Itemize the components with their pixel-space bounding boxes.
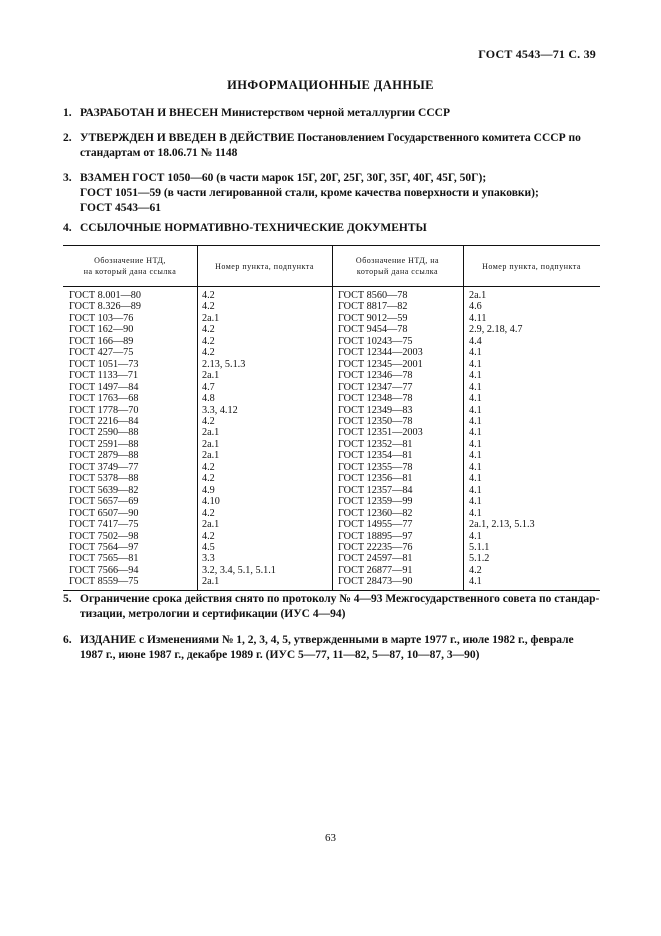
item-number: 4.: [63, 222, 72, 234]
column-designations-left: ГОСТ 8.001—80 ГОСТ 8.326—89 ГОСТ 103—76 ГОСТ 162—90 ГОСТ 166—89 ГОСТ 427—75 ГОСТ 1051—73 ГОСТ 1133—71 ГОСТ 1497—84 ГОСТ 1763—68 ГОСТ 1778—70 ГОСТ 2216—84 ГОСТ 2590—88 ГОСТ 2591—88 ГОСТ 2879—88 ГОСТ 3749—77 ГОСТ 5378—88 ГОСТ 5639—82 ГОСТ 5657—69 ГОСТ 6507—90 ГОСТ 7417—75 ГОСТ 7502—98 ГОСТ 7564—97 ГОСТ 7565—81 ГОСТ 7566—94 ГОСТ 8559—75: [69, 290, 141, 588]
info-item-5: [63, 592, 603, 622]
item-number: 6.: [63, 634, 72, 646]
column-header-clause-left: Номер пункта, подпункта: [215, 261, 314, 271]
column-clauses-left: 4.2 4.2 2а.1 4.2 4.2 4.2 2.13, 5.1.3 2а.1 4.7 4.8 3.3, 4.12 4.2 2а.1 2а.1 2а.1 4.2 4.2 4.9 4.10 4.2 2а.1 4.2 4.5 3.3 3.2, 3.4, 5.1, 5.1.1 2а.1: [202, 290, 276, 588]
item-line: Ограничение срока действия снято по протоколу № 4—93 Межгосударственного совета по стандар-: [80, 593, 600, 605]
column-designations-right: ГОСТ 8560—78 ГОСТ 8817—82 ГОСТ 9012—59 ГОСТ 9454—78 ГОСТ 10243—75 ГОСТ 12344—2003 ГОСТ 12345—2001 ГОСТ 12346—78 ГОСТ 12347—77 ГОСТ 12348—78 ГОСТ 12349—83 ГОСТ 12350—78 ГОСТ 12351—2003 ГОСТ 12352—81 ГОСТ 12354—81 ГОСТ 12355—78 ГОСТ 12356—81 ГОСТ 12357—84 ГОСТ 12359—99 ГОСТ 12360—82 ГОСТ 14955—77 ГОСТ 18895—97 ГОСТ 22235—76 ГОСТ 24597—81 ГОСТ 26877—91 ГОСТ 28473—90: [338, 290, 423, 588]
column-clauses-right: 2а.1 4.6 4.11 2.9, 2.18, 4.7 4.4 4.1 4.1 4.1 4.1 4.1 4.1 4.1 4.1 4.1 4.1 4.1 4.1 4.1 4.1 4.1 2а.1, 2.13, 5.1.3 4.1 5.1.1 5.1.2 4.2 4.1: [469, 290, 535, 588]
item-rest: Министерством черной металлургии СССР: [221, 107, 450, 119]
page-number: 63: [325, 832, 336, 844]
column-divider: [197, 287, 198, 590]
item-line: ВЗАМЕН ГОСТ 1050—60 (в части марок 15Г, 20Г, 25Г, 30Г, 35Г, 40Г, 45Г, 50Г);: [80, 172, 487, 184]
info-item-3: [63, 171, 603, 216]
column-header-designation-left: Обозначение НТД, на который дана ссылка: [83, 256, 177, 276]
item-lead: ССЫЛОЧНЫЕ НОРМАТИВНО-ТЕХНИЧЕСКИЕ ДОКУМЕНТЫ: [80, 222, 427, 234]
info-item-4: [63, 221, 603, 236]
item-number: 2.: [63, 132, 72, 144]
item-number: 1.: [63, 107, 72, 119]
table-header: [63, 246, 600, 287]
item-line: ГОСТ 4543—61: [80, 202, 161, 214]
info-item-1: [63, 106, 603, 121]
column-divider: [463, 246, 464, 286]
table-body: [63, 287, 600, 590]
item-line: ИЗДАНИЕ с Изменениями № 1, 2, 3, 4, 5, утвержденными в марте 1977 г., июле 1982 г., феврале: [80, 634, 574, 646]
item-line: УТВЕРЖДЕН И ВВЕДЕН В ДЕЙСТВИЕ Постановлением Государственного комитета СССР по: [80, 132, 581, 144]
item-line: ГОСТ 1051—59 (в части легированной стали, кроме качества поверхности и упаковки);: [80, 187, 539, 199]
column-divider: [332, 246, 333, 286]
column-divider: [332, 287, 333, 590]
column-header-designation-right: Обозначение НТД, на который дана ссылка: [355, 256, 440, 276]
item-number: 5.: [63, 593, 72, 605]
column-divider: [463, 287, 464, 590]
info-item-6: [63, 633, 603, 663]
column-header-clause-right: Номер пункта, подпункта: [482, 261, 581, 271]
page-header-reference: ГОСТ 4543—71 С. 39: [478, 47, 596, 61]
info-item-2: [63, 131, 603, 161]
column-divider: [197, 246, 198, 286]
item-line: стандартам от 18.06.71 № 1148: [80, 147, 238, 159]
section-title: ИНФОРМАЦИОННЫЕ ДАННЫЕ: [227, 78, 434, 92]
reference-documents-table: [63, 245, 600, 591]
item-line: тизации, метрологии и сертификации (ИУС 4—94): [80, 608, 346, 620]
item-lead: РАЗРАБОТАН И ВНЕСЕН: [80, 107, 219, 119]
item-number: 3.: [63, 172, 72, 184]
item-line: 1987 г., июне 1987 г., декабре 1989 г. (ИУС 5—77, 11—82, 5—87, 10—87, 3—90): [80, 649, 480, 661]
